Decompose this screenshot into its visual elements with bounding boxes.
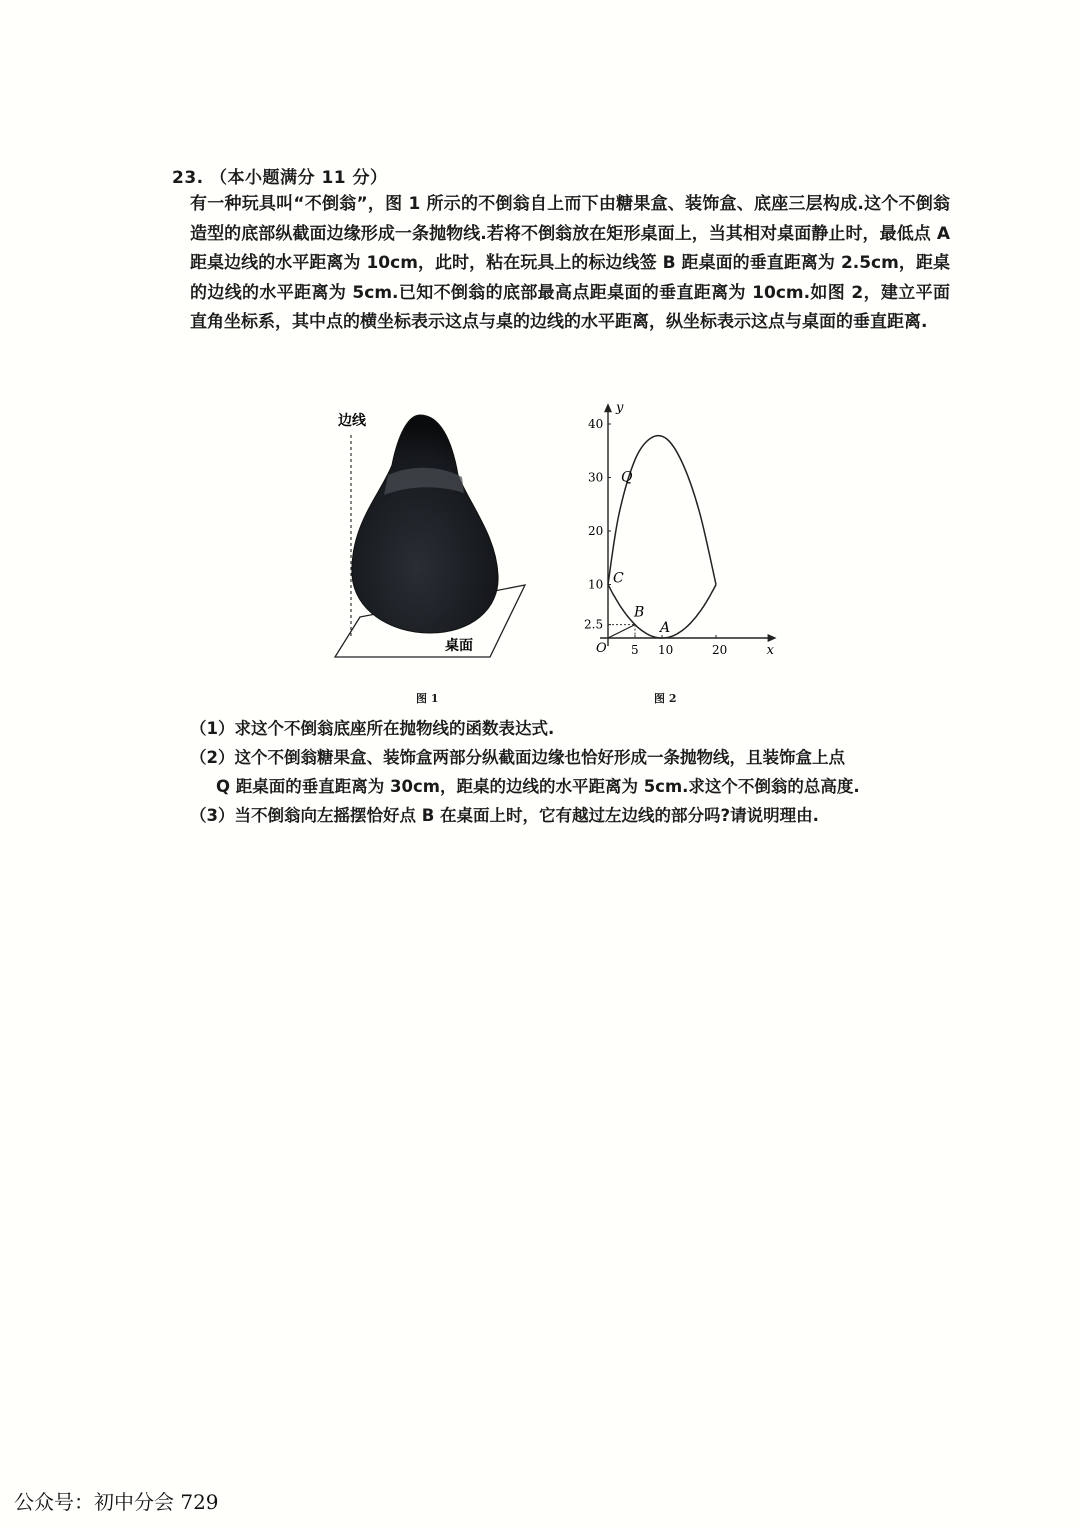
- y-axis-label: y: [616, 400, 624, 416]
- x-tick-label: 20: [712, 643, 728, 657]
- table-label: 桌面: [445, 638, 473, 654]
- x-axis-label: x: [766, 643, 774, 658]
- subquestion-2-line-1: （2）这个不倒翁糖果盒、装饰盒两部分纵截面边缘也恰好形成一条抛物线，且装饰盒上点: [190, 748, 845, 767]
- subquestion-3: （3）当不倒翁向左摇摆恰好点 B 在桌面上时，它有越过左边线的部分吗?请说明理由.: [190, 806, 819, 825]
- y-tick-label: 2.5: [584, 617, 604, 632]
- subquestion-2-line-2: Q 距桌面的垂直距离为 30cm，距桌的边线的水平距离为 5cm.求这个不倒翁的总高度.: [216, 777, 860, 796]
- point-label-c: C: [613, 570, 624, 587]
- point-label-q: Q: [621, 469, 633, 486]
- point-label-b: B: [634, 604, 645, 621]
- segment-ob: [608, 625, 635, 638]
- x-tick-label: 5: [631, 643, 639, 657]
- y-tick-label: 30: [588, 470, 604, 485]
- figure-2-caption: 图 2: [654, 692, 677, 705]
- x-tick-label: 10: [658, 643, 674, 657]
- upper-parabola-curve: [608, 436, 716, 585]
- toy-body: [352, 415, 498, 633]
- origin-label: O: [596, 641, 607, 656]
- question-header: 23. （本小题满分 11 分）: [172, 168, 388, 188]
- question-body: 有一种玩具叫“不倒翁”，图 1 所示的不倒翁自上而下由糖果盒、装饰盒、底座三层构成.这个不倒翁造型的底部纵截面边缘形成一条抛物线.若将不倒翁放在矩形桌面上，当其相对桌面静止时，最低点 A 距桌边线的水平距离为 10cm，此时，粘在玩具上的标边线签 B 距桌面的垂直距离为 2.5cm，距桌的边线的水平距离为 5cm.已知不倒翁的底部最高点距桌面的垂直距离为 10cm.如图 2，建立平面直角坐标系，其中点的横坐标表示这点与桌的边线的水平距离，纵坐标表示这点与桌面的垂直距离.: [190, 194, 950, 332]
- edge-label: 边线: [338, 413, 366, 429]
- point-label-a: A: [660, 620, 671, 636]
- y-tick-label: 40: [588, 417, 604, 431]
- y-tick-label: 20: [588, 524, 604, 538]
- x-axis-arrow: [768, 634, 777, 642]
- figure-2: [570, 390, 790, 670]
- footer-watermark: 公众号：初中分会 729: [14, 1490, 219, 1514]
- figure-1-caption: 图 1: [416, 692, 439, 705]
- y-axis-arrow: [604, 403, 612, 412]
- subquestion-1: （1）求这个不倒翁底座所在抛物线的函数表达式.: [190, 719, 555, 738]
- figure-1: [330, 405, 540, 665]
- y-tick-label: 10: [588, 577, 604, 592]
